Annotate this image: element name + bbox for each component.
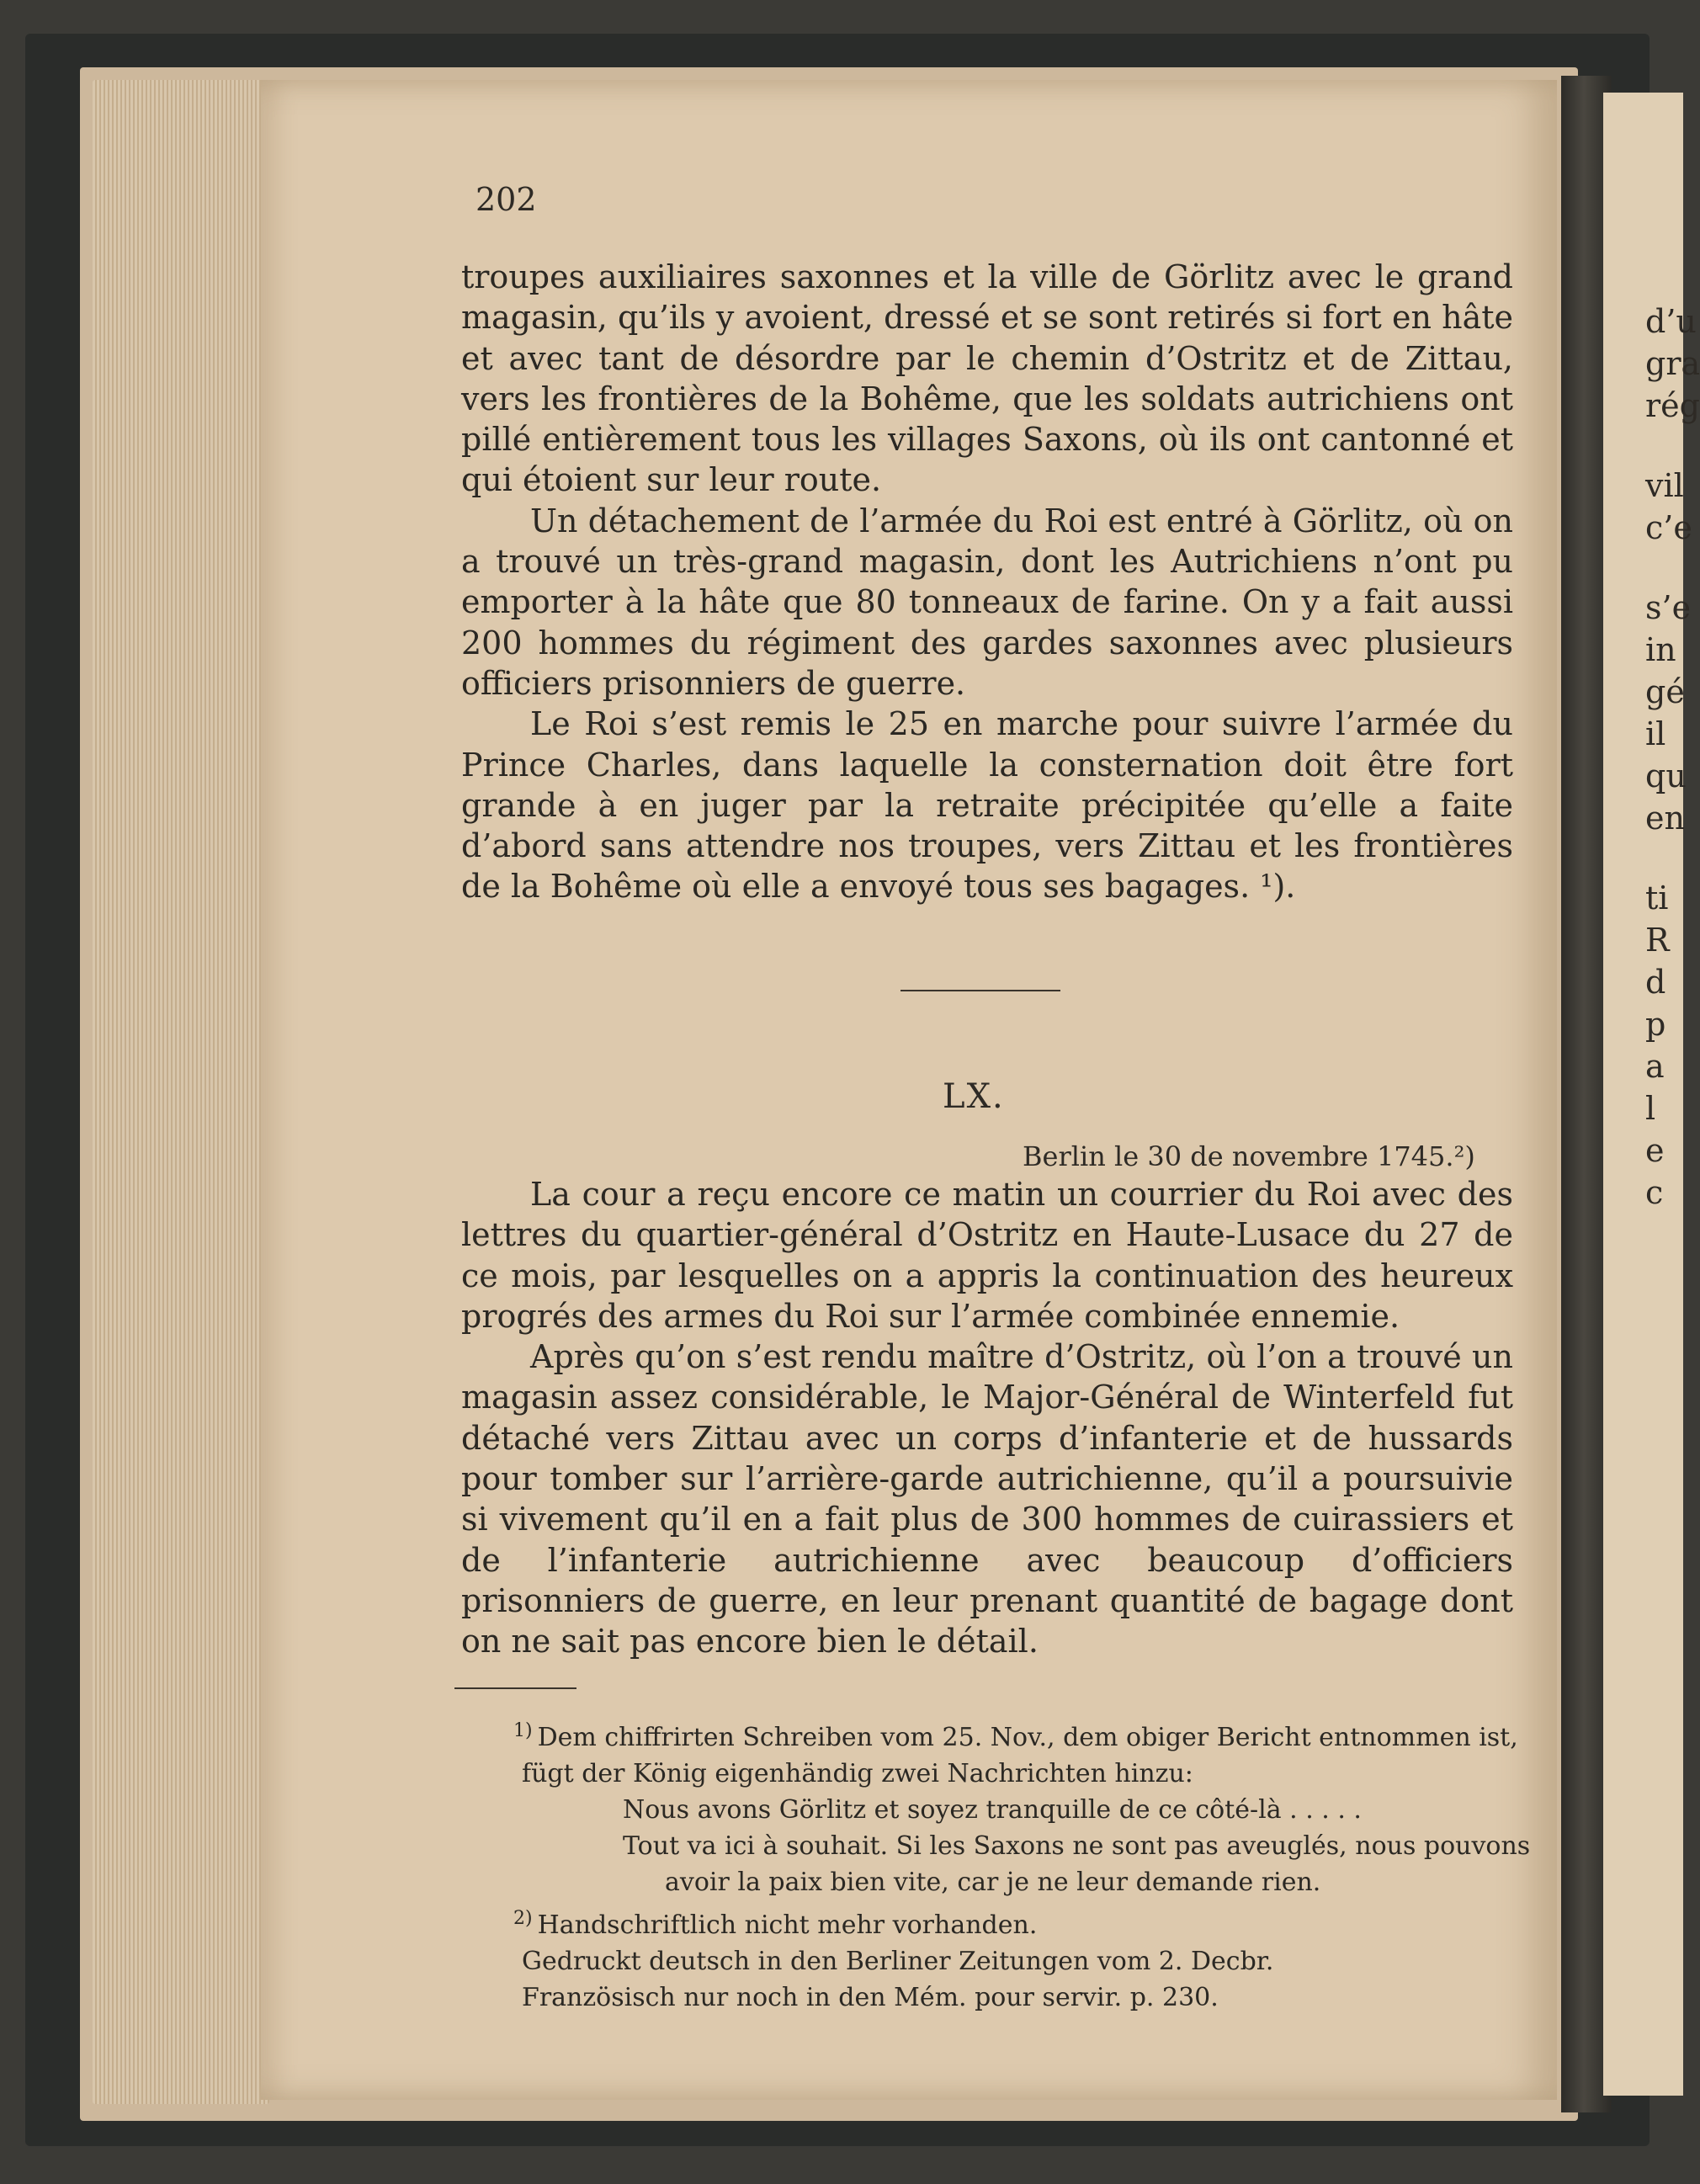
footnote-text: Dem chiffrirten Schreiben vom 25. Nov., dem obiger Bericht entnommen ist, xyxy=(537,1723,1518,1752)
facing-page-fragment: in xyxy=(1645,631,1676,668)
facing-page-fragment: s’e xyxy=(1645,589,1692,626)
facing-page-fragment: il xyxy=(1645,715,1666,752)
paragraph: troupes auxiliaires saxonnes et la ville de Görlitz avec le grand magasin, qu’ils y avoient, dressé et se sont retirés si fort en hâte et avec tant de désordre par le chemin d’Ostritz et de Zittau, vers les frontières de la Bohême, que les soldats autrichiens ont pillé entièrement tous les villages Saxons, où ils ont cantonné et qui étoient sur leur route. xyxy=(461,258,1513,499)
footnote-text: Handschriftlich nicht mehr vorhanden. xyxy=(537,1910,1038,1940)
footnote-1 xyxy=(459,1713,1519,1756)
footnote-rule xyxy=(454,1687,576,1689)
footnote-text: fügt der König eigenhändig zwei Nachrichten hinzu: xyxy=(522,1759,1193,1788)
section-heading: LX. xyxy=(943,1077,1005,1116)
facing-page-fragment: R xyxy=(1645,922,1670,959)
facing-page-fragment: vil xyxy=(1645,467,1684,504)
paragraph: Un détachement de l’armée du Roi est entré à Görlitz, où on a trouvé un très-grand magasin, dont les Autrichiens n’ont pu emporter à la hâte que 80 tonneaux de farine. On y a fait aussi 200 hommes du régiment des gardes saxonnes avec plusieurs officiers prisonniers de guerre. xyxy=(461,502,1513,702)
footnote-quote: avoir la paix bien vite, car je ne leur demande rien. xyxy=(665,1868,1321,1897)
footnotes xyxy=(459,1713,1531,2016)
paragraph: La cour a reçu encore ce matin un courrier du Roi avec des lettres du quartier-général d’Ostritz en Haute-Lusace du 27 de ce mois, par lesquelles on a appris la continuation des heureux progrés des armes du Roi sur l’armée combinée ennemie. xyxy=(461,1176,1513,1335)
footnote-marker: 1) xyxy=(513,1720,533,1741)
facing-page-fragment: d’u xyxy=(1645,303,1697,340)
facing-page xyxy=(1603,93,1700,2096)
facing-page-fragment: ti xyxy=(1645,879,1669,917)
facing-page-fragment: c xyxy=(1645,1174,1664,1211)
facing-page-fragment: p xyxy=(1645,1006,1666,1043)
paragraph: Après qu’on s’est rendu maître d’Ostritz, où l’on a trouvé un magasin assez considérable, le Major-Général de Winterfeld fut détaché vers Zittau avec un corps d’infanterie et de hussards pour tomber sur l’arrière-garde autrichienne, qu’il a poursuivie si vivement qu’il en a fait plus de 300 hommes de cuirassiers et de l’infanterie autrichienne avec beaucoup d’officiers prisonniers de guerre, en leur prenant quantité de bagage dont on ne sait pas encore bien le détail. xyxy=(461,1338,1513,1661)
facing-page-fragment: rég xyxy=(1645,387,1700,424)
page-edges xyxy=(93,80,269,2104)
footnote-quote: Tout va ici à souhait. Si les Saxons ne sont pas aveuglés, nous pouvons xyxy=(623,1831,1531,1861)
page-number: 202 xyxy=(475,181,537,218)
facing-page-fragment: l xyxy=(1645,1090,1656,1127)
footnote-text: Gedruckt deutsch in den Berliner Zeitungen vom 2. Decbr. xyxy=(522,1947,1274,1976)
footnote-quote: Nous avons Görlitz et soyez tranquille de ce côté-là . . . . . xyxy=(623,1795,1362,1825)
dateline: Berlin le 30 de novembre 1745.²) xyxy=(1023,1140,1475,1172)
facing-page-fragment: en xyxy=(1645,800,1685,837)
body-text-bottom xyxy=(461,1174,1513,1662)
facing-page-fragment: qu xyxy=(1645,757,1687,794)
facing-page-fragment: e xyxy=(1645,1132,1665,1169)
paragraph: Le Roi s’est remis le 25 en marche pour suivre l’armée du Prince Charles, dans laquelle la consternation doit être fort grande à en juger par la retraite précipitée qu’elle a faite d’abord sans attendre nos troupes, vers Zittau et les frontières de la Bohême où elle a envoyé tous ses bagages. ¹). xyxy=(461,705,1513,906)
facing-page-fragment: gé xyxy=(1645,673,1685,710)
facing-page-fragment: a xyxy=(1645,1048,1665,1085)
facing-page-fragment: d xyxy=(1645,964,1666,1001)
footnote-marker: 2) xyxy=(513,1908,533,1929)
section-divider xyxy=(900,990,1060,991)
facing-page-fragment: gra xyxy=(1645,345,1700,382)
body-text-top xyxy=(461,257,1513,907)
footnote-text: Französisch nur noch in den Mém. pour servir. p. 230. xyxy=(522,1983,1219,2012)
footnote-2 xyxy=(459,1900,1519,1943)
facing-page-fragment: c’e xyxy=(1645,509,1692,546)
